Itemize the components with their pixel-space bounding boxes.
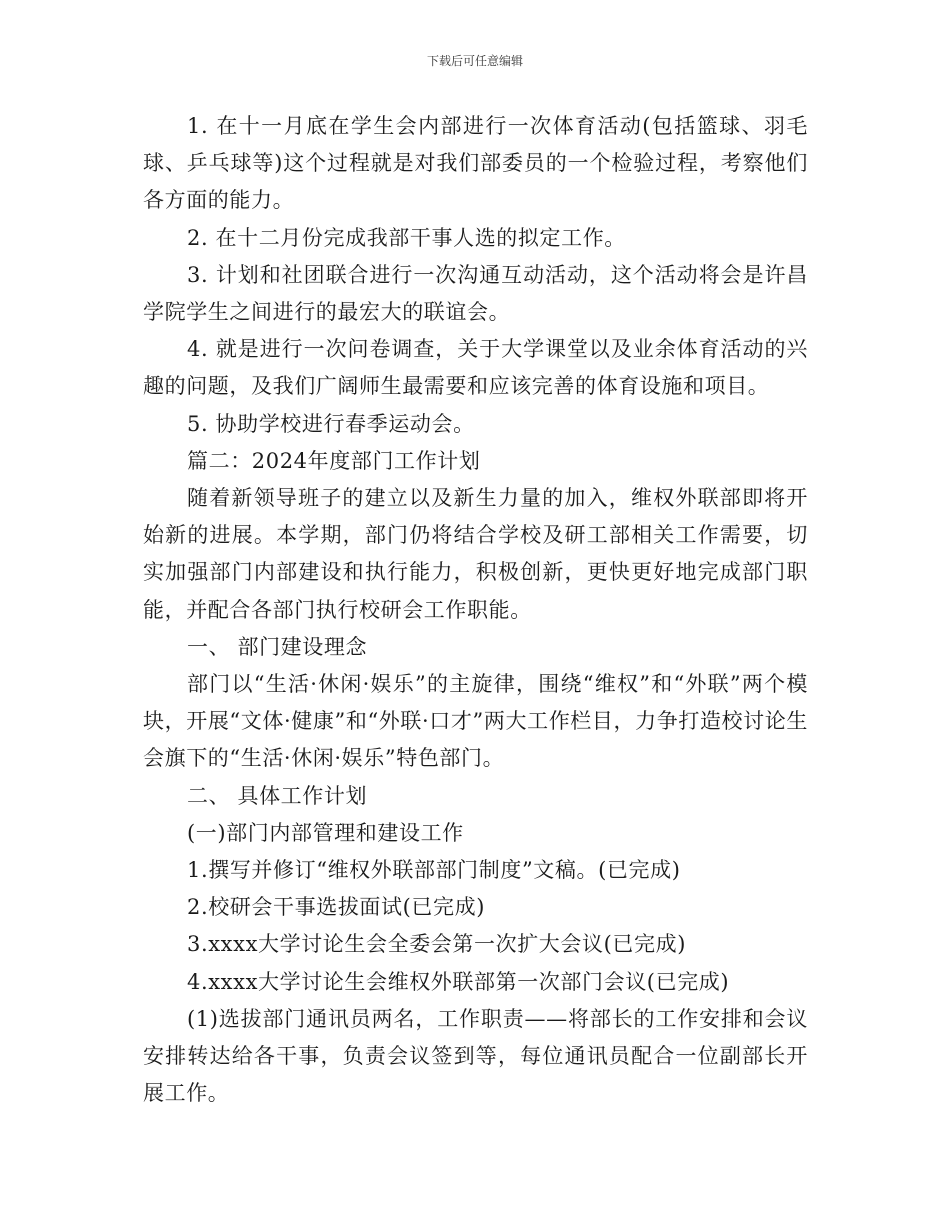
section-title-2024-plan: 篇二：2024年度部门工作计划 xyxy=(187,448,481,473)
section-heading-1: 一、 部门建设理念 xyxy=(187,634,368,659)
paragraph-item-2: 2. 在十二月份完成我部干事人选的拟定工作。 xyxy=(187,225,626,250)
paragraph-item-3: 3. 计划和社团联合进行一次沟通互动活动，这个活动将会是许昌学院学生之间进行的最宏大的联谊会。 xyxy=(143,262,808,325)
document-body xyxy=(143,108,808,1112)
section-heading-2: 二、 具体工作计划 xyxy=(187,783,368,808)
header-note: 下载后可任意编辑 xyxy=(426,54,523,68)
paragraph-item-5: 5. 协助学校进行春季运动会。 xyxy=(187,411,475,436)
paragraph-concept: 部门以“生活·休闲·娱乐”的主旋律，围绕“维权”和“外联”两个模块，开展“文体·健康”和“外联·口才”两大工作栏目，力争打造校讨论生会旗下的“生活·休闲·娱乐”特色部门。 xyxy=(143,672,808,771)
subsection-heading-1: (一)部门内部管理和建设工作 xyxy=(187,820,464,845)
plan-item-3: 3.xxxx大学讨论生会全委会第一次扩大会议(已完成) xyxy=(187,932,686,957)
paragraph-intro: 随着新领导班子的建立以及新生力量的加入，维权外联部即将开始新的进展。本学期，部门仍将结合学校及研工部相关工作需要，切实加强部门内部建设和执行能力，积极创新，更快更好地完成部门职能，并配合各部门执行校研会工作职能。 xyxy=(143,486,808,622)
plan-item-1: 1.撰写并修订“维权外联部部门制度”文稿。(已完成) xyxy=(187,858,681,883)
paragraph-item-4: 4. 就是进行一次问卷调查，关于大学课堂以及业余体育活动的兴趣的问题，及我们广阔师生最需要和应该完善的体育设施和项目。 xyxy=(143,337,808,399)
plan-item-2: 2.校研会干事选拔面试(已完成) xyxy=(187,895,486,920)
plan-item-4: 4.xxxx大学讨论生会维权外联部第一次部门会议(已完成) xyxy=(187,969,730,994)
paragraph-item-1: 1. 在十一月底在学生会内部进行一次体育活动(包括篮球、羽毛球、乒乓球等)这个过程就是对我们部委员的一个检验过程，考察他们各方面的能力。 xyxy=(143,114,808,213)
plan-subitem-1: (1)选拔部门通讯员两名，工作职责——将部长的工作安排和会议安排转达给各干事，负责会议签到等，每位通讯员配合一位副部长开展工作。 xyxy=(143,1006,808,1106)
